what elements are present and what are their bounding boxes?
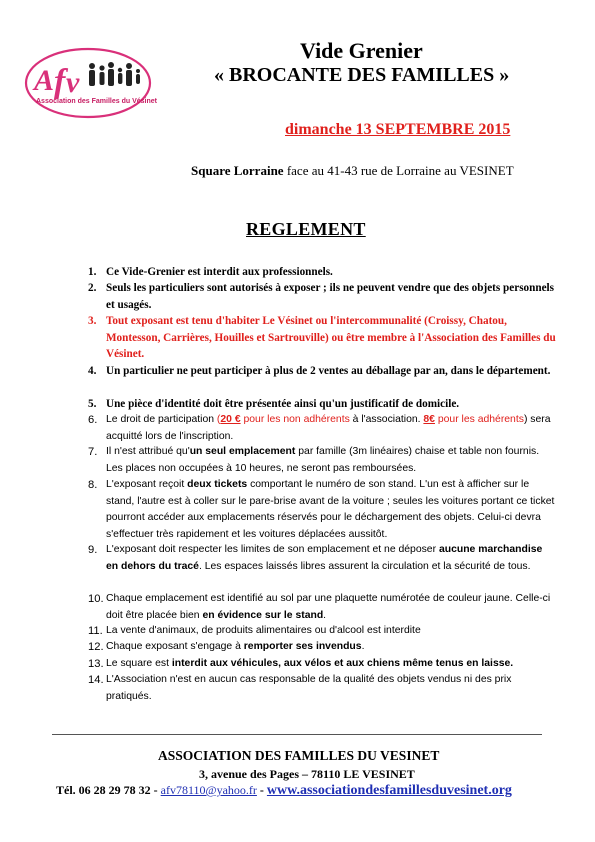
location-address: face au 41-43 rue de Lorraine au VESINET (283, 163, 514, 178)
rule-text-segment: par famille (3m linéaires) chaise et table non fournis. Les places non occupées à 10 heures, ne seront pas remboursées. (106, 446, 540, 474)
svg-text:f: f (54, 63, 66, 100)
rule-text (106, 396, 556, 413)
rule-text-segment: pour les non adhérents (240, 414, 350, 425)
logo-caption: Association des Familles du Vésinet (36, 98, 157, 105)
rule-text-segment: L'Association n'est en aucun cas responsable de la qualité des objets vendus ni des prix pratiqués. (106, 674, 512, 702)
rule-text-segment: Le square est (106, 658, 172, 669)
event-title: Vide Grenier (300, 38, 423, 63)
footer-separator: - (256, 783, 267, 797)
rule-text-segment: Ce Vide-Grenier est interdit aux professionnels. (106, 266, 333, 278)
rule-text-segment: en évidence sur le stand (202, 609, 324, 621)
rule-number: 8. (88, 479, 98, 491)
event-date: dimanche 13 SEPTEMBRE 2015 (285, 121, 511, 138)
rule-text-segment: Seuls les particuliers sont autorisés à exposer ; ils ne peuvent vendre que des objets personnels et usagés. (106, 282, 555, 311)
rule-text-segment: Il n'est attribué qu' (106, 446, 190, 457)
rule-text (106, 280, 556, 313)
afv-logo (22, 44, 157, 122)
rule-text (106, 591, 556, 624)
rule-text (106, 639, 556, 656)
rule-text-segment: Une pièce d'identité doit être présentée ainsi qu'un justificatif de domicile. (106, 398, 460, 410)
rule-text-segment: comportant le numéro de son stand. L'un est à afficher sur le stand, l'autre est à coller sur le pare-brise avant de la voiture ; seules les voitures portant ce ticket pourront accéder aux emplacements réservés pour le déchargement des objets. Celui-ci devra s'effectuer très rapidement et les voitures déplacées aussitôt. (106, 479, 555, 541)
rule-text (106, 412, 556, 445)
rule-number: 5. (88, 398, 97, 410)
rule-text-segment: 20 € (220, 414, 241, 425)
rule-text (106, 363, 556, 380)
location-name: Square Lorraine (191, 163, 284, 178)
footer-phone: Tél. 06 28 29 78 32 - (56, 783, 158, 797)
rule-text (106, 672, 556, 705)
rules-heading: REGLEMENT (246, 219, 366, 239)
rule-text (106, 542, 556, 575)
rule-text-segment: Tout exposant est tenu d'habiter Le Vésinet ou l'intercommunalité (Croissy, Chatou, Montesson, Carrières, Houilles et Sartrouville) ou être membre à l'Association des Familles du Vésinet. (106, 315, 556, 361)
rule-text-segment: ( (216, 414, 221, 425)
rule-text-segment: La vente d'animaux, de produits alimentaires ou d'alcool est interdite (106, 625, 421, 636)
rule-text-segment: sera acquitté lors de l'inscription. (106, 414, 551, 442)
rule-text-segment: Un particulier ne peut participer à plus de 2 ventes au déballage par an, dans le département. (106, 365, 551, 377)
rule-text-segment: un seul emplacement (189, 446, 296, 457)
rule-text-segment: Chaque emplacement est identifié au sol par une plaquette numérotée de couleur jaune. Celle-ci doit être placée bien (106, 593, 551, 621)
logo-graphic (22, 44, 157, 122)
rule-text (106, 477, 556, 544)
rule-text-segment: 8€ (423, 414, 435, 425)
rule-number: 10. (88, 593, 104, 605)
rule-number: 4. (88, 365, 97, 377)
footer-address: 3, avenue des Pages – 78110 LE VESINET (199, 767, 415, 781)
rule-number: 2. (88, 282, 97, 294)
email-link[interactable]: afv78110@yahoo.fr (160, 783, 257, 797)
rule-text-segment: interdit aux véhicules, aux vélos et aux chiens même tenus en laisse. (171, 658, 514, 669)
rule-text-segment: deux tickets (187, 479, 248, 490)
rule-text (106, 313, 556, 363)
rule-text-segment: Le droit de participation (106, 414, 217, 425)
rule-text-segment: pour les adhérents (434, 414, 524, 425)
rule-text-segment: . Les espaces laissés libres assurent la circulation et la sécurité de tous. (198, 560, 531, 572)
footer-contact (56, 783, 512, 799)
rule-text-segment: Chaque exposant s'engage à (106, 641, 244, 652)
rule-text-segment: ) (523, 414, 528, 425)
svg-text:A: A (34, 64, 55, 97)
rule-text-segment: remporter ses invendus (243, 641, 362, 652)
family-silhouettes-icon (89, 62, 140, 86)
rule-text (106, 656, 556, 673)
rule-text-segment: L'exposant doit respecter les limites de son emplacement et ne déposer (106, 544, 439, 555)
rule-text (106, 264, 556, 281)
footer-divider (52, 734, 542, 735)
rule-number: 7. (88, 446, 98, 458)
footer-association-name: ASSOCIATION DES FAMILLES DU VESINET (158, 748, 440, 763)
event-location (191, 163, 514, 179)
svg-text:v: v (66, 66, 80, 99)
rule-number: 6. (88, 414, 98, 426)
rule-text (106, 444, 556, 477)
rule-number: 13. (88, 658, 104, 670)
rule-number: 1. (88, 266, 97, 278)
rule-text-segment: L'exposant reçoit (106, 479, 188, 490)
rule-text-segment: aucune marchandise en dehors du tracé (106, 544, 543, 572)
rule-number: 9. (88, 544, 98, 556)
rule-text-segment: à l'association. (349, 414, 424, 425)
rule-text-segment: . (323, 609, 327, 621)
website-link[interactable]: www.associationdesfamillesduvesinet.org (266, 783, 512, 798)
rule-number: 12. (88, 641, 104, 653)
event-subtitle: « BROCANTE DES FAMILLES » (214, 64, 510, 86)
rule-number: 11. (88, 625, 103, 637)
rule-number: 14. (88, 674, 104, 686)
rule-text (106, 623, 556, 640)
rule-number: 3. (88, 315, 97, 327)
rule-text-segment: . (361, 641, 365, 652)
